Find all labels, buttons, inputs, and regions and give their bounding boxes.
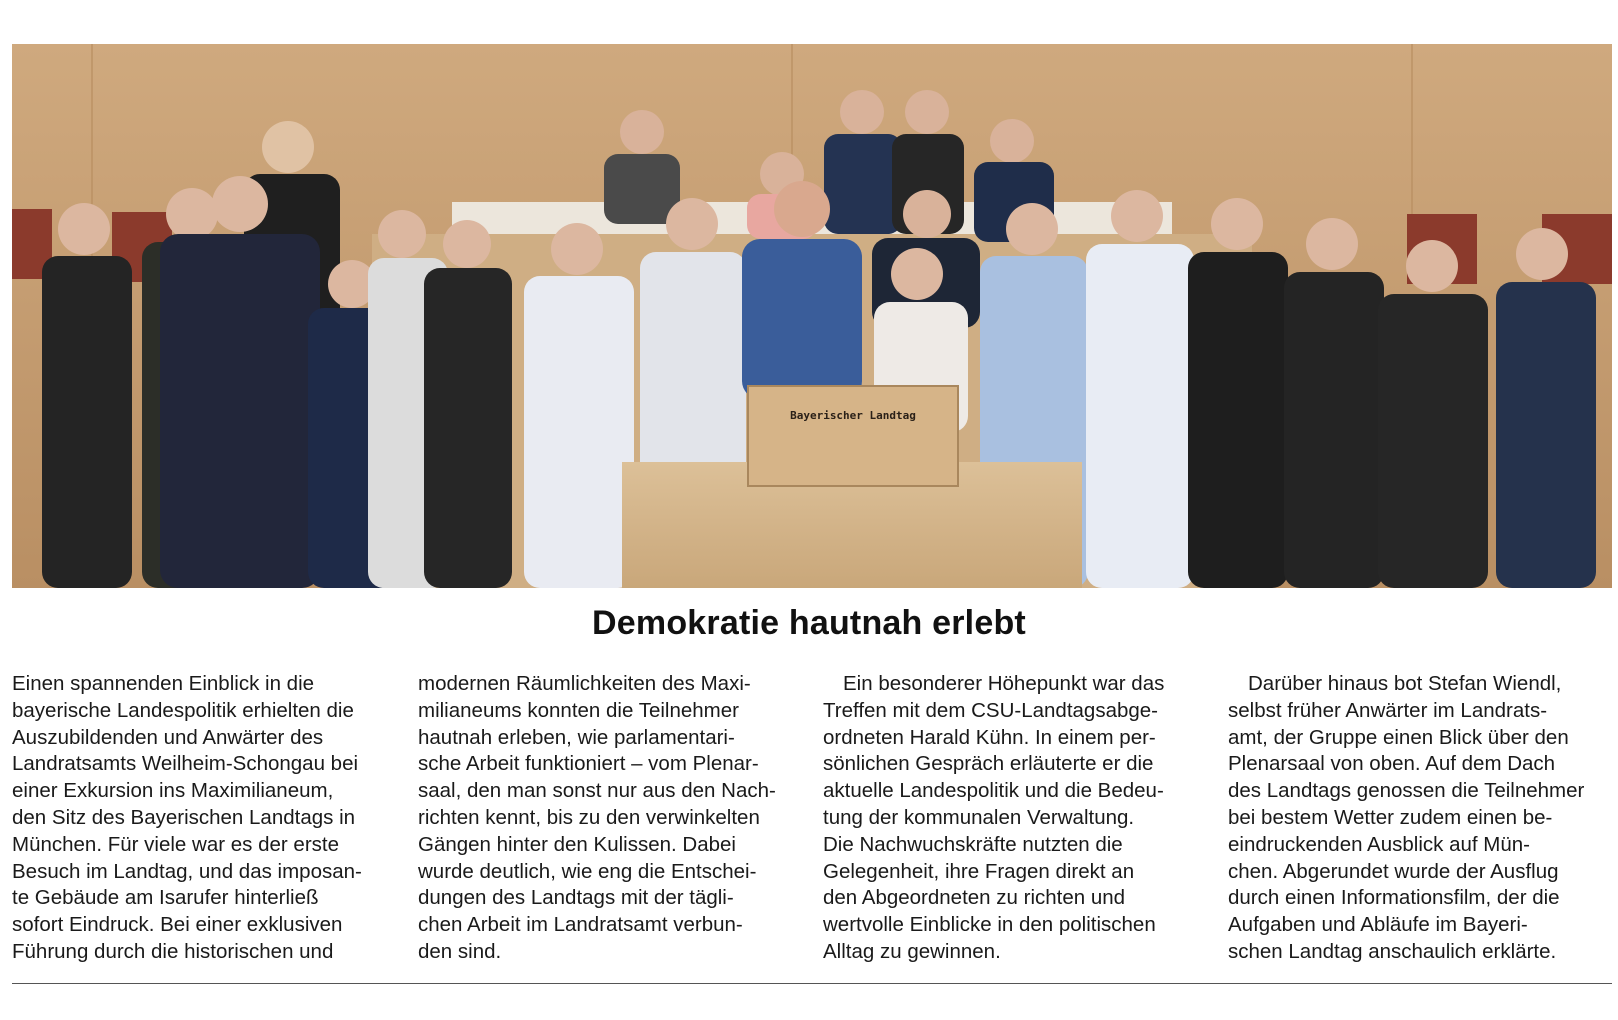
article-column-3 <box>823 671 1205 966</box>
text-line: einer Exkursion ins Maximilianeum, <box>12 779 334 803</box>
text-line: eindruckenden Ausblick auf Mün- <box>1228 832 1530 856</box>
text-line: den Sitz des Bayerischen Landtags in <box>12 805 356 829</box>
text-line: richten kennt, bis zu den verwinkelten <box>418 805 760 829</box>
text-line: milianeums konnten die Teilnehmer <box>418 698 739 722</box>
text-line: München. Für viele war es der erste <box>12 832 339 856</box>
text-line: Führung durch die historischen und <box>12 939 334 963</box>
article-column-4 <box>1228 671 1610 966</box>
text-line: ordneten Harald Kühn. In einem per- <box>823 725 1156 749</box>
article-column-2 <box>418 671 800 966</box>
headline: Demokratie hautnah erlebt <box>592 604 1026 642</box>
text-line: tung der kommunalen Verwaltung. <box>823 805 1135 829</box>
text-line: sche Arbeit funktioniert – vom Plenar- <box>418 752 759 776</box>
text-line: Besuch im Landtag, und das imposan- <box>12 859 362 883</box>
text-line: chen. Abgerundet wurde der Ausflug <box>1228 859 1559 883</box>
bottom-rule <box>12 983 1612 984</box>
text-line: Auszubildenden und Anwärter des <box>12 725 324 749</box>
article-photo <box>12 44 1612 588</box>
lectern-label: Bayerischer Landtag <box>790 409 916 422</box>
text-line: hautnah erleben, wie parlamentari- <box>418 725 735 749</box>
text-line: schen Landtag anschaulich erklärte. <box>1228 939 1557 963</box>
text-line: Alltag zu gewinnen. <box>823 939 1001 963</box>
text-line: Gelegenheit, ihre Fragen direkt an <box>823 859 1135 883</box>
text-line: bei bestem Wetter zudem einen be- <box>1228 805 1553 829</box>
text-line: Ein besonderer Höhepunkt war das <box>843 672 1165 695</box>
text-line: Die Nachwuchskräfte nutzten die <box>823 832 1123 856</box>
text-line: Plenarsaal von oben. Auf dem Dach <box>1228 752 1556 776</box>
text-line: wertvolle Einblicke in den politischen <box>823 913 1156 937</box>
text-line: aktuelle Landespolitik und die Bedeu- <box>823 779 1164 803</box>
text-line: durch einen Informationsfilm, der die <box>1228 886 1560 910</box>
text-line: bayerische Landespolitik erhielten die <box>12 698 354 722</box>
text-line: amt, der Gruppe einen Blick über den <box>1228 725 1569 749</box>
article-column-1 <box>12 671 394 966</box>
text-line: Darüber hinaus bot Stefan Wiendl, <box>1248 672 1562 695</box>
text-line: Treffen mit dem CSU-Landtagsabge- <box>823 698 1158 722</box>
text-line: te Gebäude am Isarufer hinterließ <box>12 886 319 910</box>
text-line: selbst früher Anwärter im Landrats- <box>1228 698 1548 722</box>
text-line: Landratsamts Weilheim-Schongau bei <box>12 752 359 776</box>
group-photo-plenary-hall <box>12 44 1612 588</box>
text-line: des Landtags genossen die Teilnehmer <box>1228 779 1585 803</box>
text-line: Aufgaben und Abläufe im Bayeri- <box>1228 913 1528 937</box>
text-line: sofort Eindruck. Bei einer exklusiven <box>12 913 343 937</box>
text-line: Gängen hinter den Kulissen. Dabei <box>418 832 736 856</box>
text-line: chen Arbeit im Landratsamt verbun- <box>418 913 743 937</box>
text-line: den sind. <box>418 939 502 963</box>
text-line: Einen spannenden Einblick in die <box>12 672 315 695</box>
text-line: modernen Räumlichkeiten des Maxi- <box>418 672 751 695</box>
lectern <box>748 386 958 486</box>
text-line: wurde deutlich, wie eng die Entschei- <box>418 859 757 883</box>
text-line: den Abgeordneten zu richten und <box>823 886 1126 910</box>
text-line: sönlichen Gespräch erläuterte er die <box>823 752 1154 776</box>
text-line: dungen des Landtags mit der tägli- <box>418 886 734 910</box>
text-line: saal, den man sonst nur aus den Nach- <box>418 779 776 803</box>
